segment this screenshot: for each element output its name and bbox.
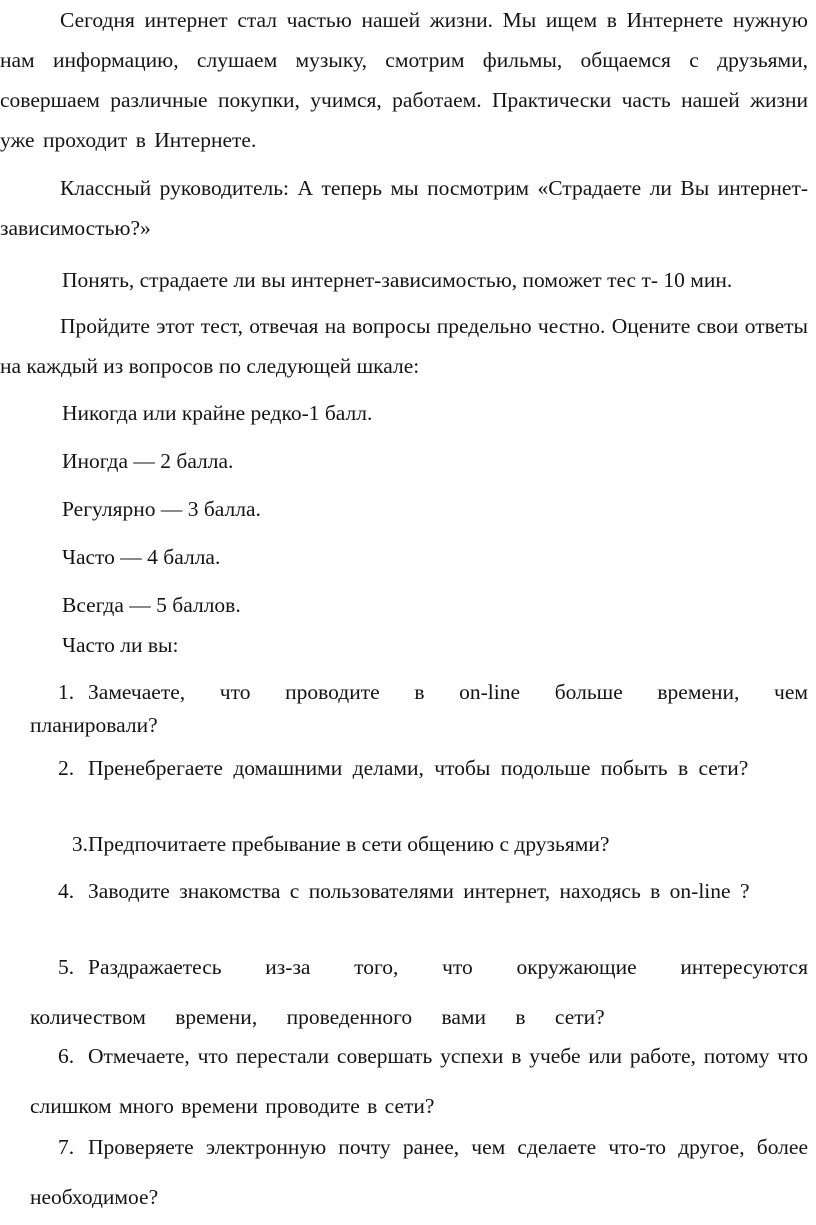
question-number: 4. [58, 879, 75, 903]
list-item [30, 828, 808, 861]
list-item [30, 676, 808, 742]
list-item [30, 875, 808, 908]
scale-item-5: Всегда — 5 баллов. [62, 593, 241, 617]
question-text: Пренебрегаете домашними делами, чтобы подольше побыть в сети? [88, 756, 749, 780]
question-number: 7. [58, 1135, 75, 1159]
question-text: Замечаете, что проводите в on-line больше времени, чем планировали? [30, 680, 808, 737]
question-number: 5. [58, 955, 75, 979]
question-number: 1. [58, 680, 75, 704]
list-item [30, 1122, 808, 1222]
question-number: 2. [58, 756, 75, 780]
scale-item-2: Иногда — 2 балла. [62, 449, 234, 473]
instructions-paragraph: Пройдите этот тест, отвечая на вопросы предельно честно. Оцените свои ответы на каждый из вопросов по следующей шкале: [0, 314, 808, 378]
list-item [30, 752, 808, 785]
question-number: 3. [71, 832, 88, 856]
question-text: Проверяете электронную почту ранее, чем сделаете что-то другое, более необходимое? [30, 1135, 808, 1209]
scale-item-1: Никогда или крайне редко-1 балл. [62, 401, 373, 425]
question-text: Заводите знакомства с пользователями интернет, находясь в on-line ? [88, 879, 750, 903]
list-item [30, 1031, 808, 1131]
scale-item-3: Регулярно — 3 балла. [62, 497, 261, 521]
questions-heading: Часто ли вы: [62, 633, 179, 657]
question-text: Предпочитаете пребывание в сети общению с друзьями? [88, 832, 610, 856]
question-text: Отмечаете, что перестали совершать успехи в учебе или работе, потому что слишком много времени проводите в сети? [30, 1044, 808, 1118]
list-item [30, 942, 808, 1042]
intro-paragraph: Сегодня интернет стал частью нашей жизни. Мы ищем в Интернете нужную нам информацию, слушаем музыку, смотрим фильмы, общаемся с друзьями, совершаем различные покупки, учимся, работаем. Практически часть нашей жизни уже проходит в Интернете. [0, 8, 808, 152]
understand-paragraph: Понять, страдаете ли вы интернет-зависимостью, поможет тес т- 10 мин. [62, 268, 733, 292]
teacher-paragraph: Классный руководитель: А теперь мы посмотрим «Страдаете ли Вы интернет-зависимостью?» [0, 176, 808, 240]
question-number: 6. [58, 1044, 75, 1068]
question-text: Раздражаетесь из-за того, что окружающие интересуются количеством времени, проведенного вами в сети? [30, 955, 808, 1029]
scale-item-4: Часто — 4 балла. [62, 545, 221, 569]
